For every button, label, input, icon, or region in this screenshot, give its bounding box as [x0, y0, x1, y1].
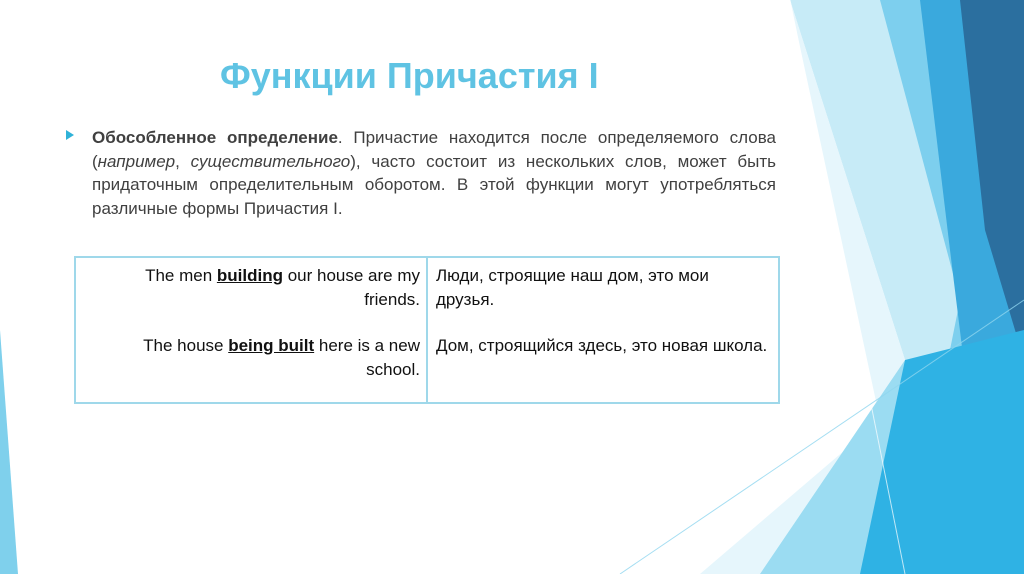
example-1-before: The men: [145, 266, 217, 285]
example-2-before: The house: [143, 336, 229, 355]
example-2-keyword: being built: [228, 336, 315, 355]
bullet-text-part-2: ,: [175, 151, 191, 171]
russian-translation-2: Дом, строящийся здесь, это новая школа.: [436, 336, 768, 355]
bullet-text-part-1: . Причастие находится после определяемого слова (: [92, 128, 776, 171]
slide-title: Функции Причастия I: [220, 55, 599, 96]
english-example-1: [86, 264, 420, 311]
triangle-bullet-icon: [66, 130, 74, 140]
bullet-italic-2: существительного: [190, 151, 351, 171]
english-column: [76, 258, 428, 402]
example-1-after: our house are my friends.: [282, 266, 420, 309]
left-edge-shape: [0, 330, 18, 574]
bullet-text: [92, 126, 776, 220]
bullet-paragraph: [66, 126, 776, 220]
bullet-italic-1: например: [97, 151, 176, 171]
bullet-term: Обособленное определение: [92, 128, 338, 147]
english-example-2: [86, 334, 420, 381]
russian-translation-1: Люди, строящие наш дом, это мои друзья.: [436, 266, 709, 309]
example-2-after: here is a new school.: [314, 336, 420, 379]
example-1-keyword: building: [216, 266, 283, 285]
bullet-text-part-3: ), часто состоит из нескольких слов, может быть придаточным определительным оборотом. В этой функции могут употребляться различные формы Причастия I.: [92, 151, 776, 218]
russian-column: [428, 258, 778, 402]
example-table: [74, 256, 780, 404]
